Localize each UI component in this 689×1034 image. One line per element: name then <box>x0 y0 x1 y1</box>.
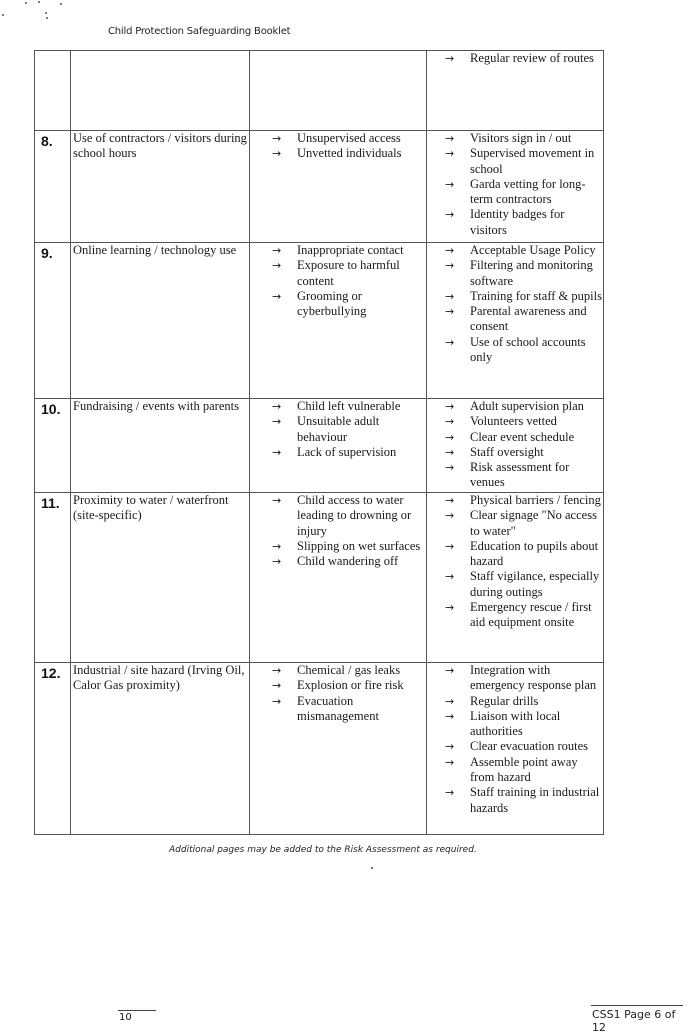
control-item-text: Filtering and monitoring software <box>470 258 593 288</box>
risk-item-text: Unsuitable adult behaviour <box>297 414 380 444</box>
control-item-text: Integration with emergency response plan <box>470 663 597 693</box>
risk-row <box>35 243 604 399</box>
risk-item <box>272 539 426 554</box>
arrow-right-icon: → <box>272 147 282 161</box>
arrow-right-icon: → <box>445 244 455 257</box>
controls-list <box>445 51 603 66</box>
arrow-right-icon: → <box>445 289 455 303</box>
risk-item <box>272 289 426 320</box>
row-number: 10. <box>35 399 71 493</box>
risk-item-text: Chemical / gas leaks <box>297 663 401 677</box>
control-item-text: Risk assessment for venues <box>470 460 570 490</box>
risks-list <box>272 493 426 569</box>
risk-row <box>35 51 604 131</box>
risk-item <box>272 554 426 569</box>
arrow-right-icon: → <box>445 694 455 708</box>
risk-item-text: Unvetted individuals <box>297 146 402 161</box>
risks-list <box>272 399 426 460</box>
control-item-text: Clear evacuation routes <box>470 739 589 754</box>
additional-pages-note: Additional pages may be added to the Risk Assessment as required. <box>169 845 477 855</box>
risk-item <box>272 243 426 258</box>
row-number: 9. <box>35 243 71 399</box>
control-item <box>445 445 603 460</box>
hazard-cell: Fundraising / events with parents <box>71 399 250 493</box>
arrow-right-icon: → <box>445 601 455 615</box>
controls-cell <box>427 663 604 835</box>
arrow-right-icon: → <box>445 430 455 444</box>
control-item-text: Parental awareness and consent <box>470 304 587 334</box>
control-item <box>445 694 603 709</box>
controls-list <box>445 243 603 365</box>
arrow-right-icon: → <box>272 679 282 693</box>
row-number: 12. <box>35 663 71 835</box>
arrow-right-icon: → <box>445 494 455 507</box>
control-item-text: Supervised movement in school <box>470 146 595 176</box>
risks-cell <box>250 51 427 131</box>
risks-cell <box>250 243 427 399</box>
footer-left-rule <box>118 1010 156 1011</box>
control-item <box>445 539 603 570</box>
risk-assessment-table <box>34 50 604 835</box>
hazard-cell <box>71 51 250 131</box>
control-item-text: Physical barriers / fencing <box>470 493 601 507</box>
arrow-right-icon: → <box>445 755 455 769</box>
control-item <box>445 600 603 631</box>
control-item-text: Staff vigilance, especially during outings <box>470 569 600 599</box>
risk-item-text: Exposure to harmful content <box>297 258 400 288</box>
hazard-cell: Use of contractors / visitors during school hours <box>71 131 250 243</box>
arrow-right-icon: → <box>272 555 282 569</box>
arrow-right-icon: → <box>445 335 455 349</box>
arrow-right-icon: → <box>445 461 455 475</box>
arrow-right-icon: → <box>445 786 455 800</box>
arrow-right-icon: → <box>445 509 455 523</box>
hazard-cell: Online learning / technology use <box>71 243 250 399</box>
control-item <box>445 663 603 694</box>
controls-list <box>445 493 603 631</box>
control-item <box>445 258 603 289</box>
control-item-text: Liaison with local authorities <box>470 708 561 739</box>
control-item <box>445 785 603 816</box>
controls-cell <box>427 51 604 131</box>
risks-cell <box>250 399 427 493</box>
control-item <box>445 131 603 146</box>
footer-right-rule <box>591 1005 683 1006</box>
risk-item-text: Child access to water leading to drowning or injury <box>297 493 412 538</box>
arrow-right-icon: → <box>445 445 455 459</box>
control-item <box>445 508 603 539</box>
risk-item-text: Inappropriate contact <box>297 243 404 257</box>
arrow-right-icon: → <box>445 305 455 319</box>
control-item-text: Regular review of routes <box>470 51 594 65</box>
arrow-right-icon: → <box>445 740 455 754</box>
risk-item-text: Evacuation mismanagement <box>297 693 379 723</box>
control-item-text: Staff oversight <box>470 444 544 459</box>
arrow-right-icon: → <box>272 289 282 303</box>
control-item <box>445 146 603 177</box>
arrow-right-icon: → <box>272 400 282 413</box>
control-item-text: Garda vetting for long-term contractors <box>470 176 586 207</box>
arrow-right-icon: → <box>445 664 455 677</box>
controls-cell <box>427 399 604 493</box>
control-item-text: Identity badges for visitors <box>470 207 565 237</box>
controls-list <box>445 131 603 238</box>
control-item <box>445 430 603 445</box>
control-item <box>445 304 603 335</box>
control-item <box>445 709 603 740</box>
row-number: 11. <box>35 493 71 663</box>
control-item <box>445 460 603 491</box>
risk-row <box>35 399 604 493</box>
control-item <box>445 399 603 414</box>
row-number <box>35 51 71 131</box>
control-item-text: Visitors sign in / out <box>470 131 572 145</box>
control-item <box>445 207 603 238</box>
control-item-text: Regular drills <box>470 693 539 708</box>
footer-page-label: CSS1 Page 6 of 12 <box>592 1008 676 1034</box>
risk-row <box>35 663 604 835</box>
control-item-text: Emergency rescue / first aid equipment onsite <box>470 600 592 630</box>
arrow-right-icon: → <box>272 539 282 553</box>
risks-cell <box>250 493 427 663</box>
control-item <box>445 243 603 258</box>
arrow-right-icon: → <box>445 400 455 413</box>
risk-item-text: Lack of supervision <box>297 444 397 459</box>
control-item <box>445 51 603 66</box>
control-item <box>445 493 603 508</box>
arrow-right-icon: → <box>272 415 282 429</box>
hazard-cell: Industrial / site hazard (Irving Oil, Calor Gas proximity) <box>71 663 250 835</box>
risk-row <box>35 131 604 243</box>
arrow-right-icon: → <box>445 570 455 584</box>
control-item <box>445 177 603 208</box>
scan-dot <box>371 867 373 869</box>
risk-item <box>272 146 426 161</box>
risk-item <box>272 678 426 693</box>
control-item-text: Staff training in industrial hazards <box>470 785 600 815</box>
control-item-text: Volunteers vetted <box>470 414 557 429</box>
risk-row <box>35 493 604 663</box>
risk-item <box>272 445 426 460</box>
document-header-title: Child Protection Safeguarding Booklet <box>108 26 291 37</box>
row-number: 8. <box>35 131 71 243</box>
control-item <box>445 569 603 600</box>
risk-item-text: Unsupervised access <box>297 131 401 145</box>
risk-item-text: Child left vulnerable <box>297 399 401 413</box>
risk-item <box>272 258 426 289</box>
arrow-right-icon: → <box>445 147 455 161</box>
arrow-right-icon: → <box>272 244 282 257</box>
arrow-right-icon: → <box>445 177 455 191</box>
risk-item <box>272 694 426 725</box>
controls-list <box>445 663 603 816</box>
risk-item <box>272 414 426 445</box>
risk-item-text: Slipping on wet surfaces <box>297 538 421 553</box>
control-item-text: Education to pupils about hazard <box>470 538 599 569</box>
arrow-right-icon: → <box>272 664 282 677</box>
arrow-right-icon: → <box>272 259 282 273</box>
control-item <box>445 335 603 366</box>
risk-item <box>272 663 426 678</box>
control-item <box>445 739 603 754</box>
risks-list <box>272 131 426 162</box>
control-item-text: Training for staff & pupils <box>470 288 602 303</box>
arrow-right-icon: → <box>272 494 282 507</box>
control-item-text: Assemble point away from hazard <box>470 754 578 785</box>
controls-cell <box>427 493 604 663</box>
control-item-text: Use of school accounts only <box>470 334 586 365</box>
risks-cell <box>250 131 427 243</box>
control-item <box>445 414 603 429</box>
arrow-right-icon: → <box>272 445 282 459</box>
risks-list <box>272 243 426 319</box>
arrow-right-icon: → <box>445 539 455 553</box>
hazard-cell: Proximity to water / waterfront (site-specific) <box>71 493 250 663</box>
risk-item-text: Explosion or fire risk <box>297 678 404 693</box>
risks-list <box>272 663 426 724</box>
control-item-text: Adult supervision plan <box>470 399 584 413</box>
control-item <box>445 755 603 786</box>
risk-item <box>272 493 426 539</box>
arrow-right-icon: → <box>445 52 455 65</box>
control-item-text: Acceptable Usage Policy <box>470 243 596 257</box>
arrow-right-icon: → <box>272 694 282 708</box>
controls-list <box>445 399 603 491</box>
arrow-right-icon: → <box>445 709 455 723</box>
arrow-right-icon: → <box>445 208 455 222</box>
risk-item-text: Grooming or cyberbullying <box>297 288 367 319</box>
controls-cell <box>427 243 604 399</box>
risk-item <box>272 399 426 414</box>
control-item-text: Clear signage "No access to water" <box>470 508 597 538</box>
controls-cell <box>427 131 604 243</box>
risk-item <box>272 131 426 146</box>
footer-page-number: 10 <box>119 1012 132 1023</box>
arrow-right-icon: → <box>272 132 282 145</box>
arrow-right-icon: → <box>445 132 455 145</box>
control-item-text: Clear event schedule <box>470 429 575 444</box>
risk-item-text: Child wandering off <box>297 554 399 569</box>
control-item <box>445 289 603 304</box>
arrow-right-icon: → <box>445 415 455 429</box>
risks-cell <box>250 663 427 835</box>
scan-specks <box>0 0 70 25</box>
arrow-right-icon: → <box>445 259 455 273</box>
